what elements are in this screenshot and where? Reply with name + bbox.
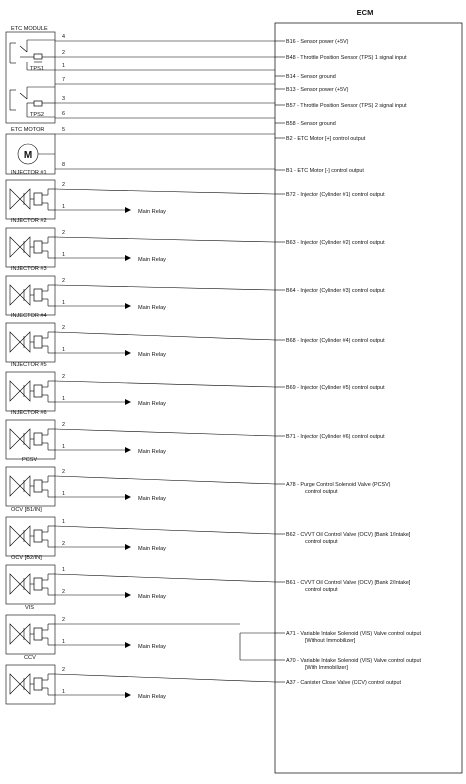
actuator-3 [6,266,275,315]
valve-icon [10,332,20,352]
actuator-pin-top: 2 [62,374,65,380]
actuator-label: INJECTOR #5 [11,362,47,368]
arrow-icon [125,303,131,309]
ecm-pin-label: B13 - Sensor power (+5V) [286,87,349,93]
ecm-pin-label: B64 - Injector (Cylinder #3) control output [286,288,385,294]
ecm-pin-label: B14 - Sensor ground [286,74,336,80]
etc-module-box [6,32,55,123]
actuator-label: PCSV [22,457,38,463]
coil-icon [34,289,42,301]
etc-module-group [6,26,55,174]
actuator-label: INJECTOR #4 [11,313,47,319]
arrow-icon [125,447,131,453]
ecm-pin-label-line2: control output [305,587,338,593]
valve-icon [10,381,20,401]
valve-icon-right [20,381,30,401]
actuator-list [6,170,275,704]
arrow-icon [125,399,131,405]
actuator-pin-top: 2 [62,667,65,673]
actuator-box [6,372,55,411]
valve-icon [10,189,20,209]
ecm-pin-label-line2: [With Immobilizer] [305,665,348,671]
coil-icon [34,241,42,253]
ecm-pin-label: A37 - Canister Close Valve (CCV) control output [286,680,401,686]
actuator-11 [6,655,275,704]
ecm-pin-label: B72 - Injector (Cylinder #1) control output [286,192,385,198]
ecm-pin-label: A70 - Variable Intake Solenoid (VIS) Valve control output [286,658,421,664]
actuator-label: INJECTOR #3 [11,266,47,272]
ecm-pin-label: B1 - ETC Motor [-] control output [286,168,364,174]
actuator-pin-top: 1 [62,519,65,525]
actuator-10 [6,605,275,660]
tps2-sensor [10,87,55,118]
coil-icon [34,678,42,690]
coil-icon [34,578,42,590]
actuator-wire [55,237,275,242]
actuator-pin-top: 2 [62,325,65,331]
actuator-box [6,420,55,459]
coil-icon [34,336,42,348]
coil-icon [34,385,42,397]
valve-icon [10,574,20,594]
valve-icon-right [20,624,30,644]
ecm-title: ECM [356,8,374,17]
relay-label: Main Relay [138,352,166,358]
actuator-pin-bottom: 2 [62,589,65,595]
ecm-pin-label: A78 - Purge Control Solenoid Valve (PCSV) [286,482,391,488]
ecm-pin-label: B62 - CVVT Oil Control Valve (OCV) [Bank 1/Intake] [286,532,411,538]
actuator-pin-bottom: 1 [62,252,65,258]
ecm-pin-label: B57 - Throttle Position Sensor (TPS) 2 signal input [286,103,407,109]
ecm-pin-label: B61 - CVVT Oil Control Valve (OCV) [Bank 2/Intake] [286,580,411,586]
arrow-icon [125,207,131,213]
actuator-pin-bottom: 2 [62,541,65,547]
relay-label: Main Relay [138,546,166,552]
actuator-wire [55,476,275,484]
actuator-box [6,665,55,704]
coil-icon [34,480,42,492]
actuator-2 [6,218,275,267]
valve-icon [10,526,20,546]
sensor-pin-number: 2 [62,50,65,56]
actuator-pin-top: 1 [62,567,65,573]
valve-icon-right [20,429,30,449]
ecm-pin-label: B16 - Sensor power (+5V) [286,39,349,45]
coil-icon [34,433,42,445]
relay-label: Main Relay [138,401,166,407]
arrow-icon [125,255,131,261]
valve-icon [10,429,20,449]
actuator-wire [55,526,275,534]
relay-label: Main Relay [138,257,166,263]
sensor-wires [55,34,275,169]
actuator-pin-top: 2 [62,617,65,623]
relay-label: Main Relay [138,496,166,502]
actuator-wire [55,674,275,682]
ecm-pin-label: B71 - Injector (Cylinder #6) control output [286,434,385,440]
actuator-box [6,467,55,506]
arrow-icon [125,350,131,356]
valve-icon-right [20,574,30,594]
actuator-pin-bottom: 1 [62,300,65,306]
ecm-pin-label: B2 - ETC Motor [+] control output [286,136,366,142]
actuator-box [6,565,55,604]
actuator-wire [55,429,275,436]
valve-icon-right [20,285,30,305]
relay-label: Main Relay [138,694,166,700]
actuator-pin-bottom: 1 [62,347,65,353]
arrow-icon [125,544,131,550]
actuator-wire [55,332,275,340]
arrow-icon [125,592,131,598]
actuator-wire [55,574,275,582]
sensor-pin-number: 3 [62,96,65,102]
actuator-box [6,276,55,315]
actuator-pin-bottom: 1 [62,491,65,497]
actuator-wire [55,285,275,290]
actuator-5 [6,362,275,411]
actuator-label: CCV [24,655,36,661]
ecm-pin-label: B63 - Injector (Cylinder #2) control output [286,240,385,246]
actuator-label: INJECTOR #1 [11,170,47,176]
ecm-pin-label: B58 - Sensor ground [286,121,336,127]
actuator-4 [6,313,275,362]
actuator-label: OCV [B1/IN] [11,507,42,513]
actuator-label: INJECTOR #2 [11,218,47,224]
relay-label: Main Relay [138,449,166,455]
actuator-label: VIS [25,605,35,611]
arrow-icon [125,692,131,698]
actuator-pin-bottom: 1 [62,396,65,402]
ecm-pin-label: B68 - Injector (Cylinder #4) control output [286,338,385,344]
arrow-icon [125,494,131,500]
relay-label: Main Relay [138,594,166,600]
actuator-pin-top: 2 [62,278,65,284]
sensor-pin-number: 4 [62,34,65,40]
actuator-box [6,517,55,556]
actuator-pin-bottom: 1 [62,639,65,645]
actuator-wire [55,189,275,194]
valve-icon-right [20,332,30,352]
sensor-pin-number: 8 [62,162,65,168]
actuator-7 [6,457,275,506]
sensor-pin-number: 1 [62,63,65,69]
valve-icon [10,237,20,257]
etc-motor-label: ETC MOTOR [11,127,45,133]
tps2-label: TPS2 [30,112,44,118]
actuator-pin-bottom: 1 [62,689,65,695]
valve-icon [10,285,20,305]
valve-icon-right [20,674,30,694]
actuator-box [6,323,55,362]
valve-icon-right [20,476,30,496]
ecm-pin-label: B69 - Injector (Cylinder #5) control output [286,385,385,391]
actuator-box [6,615,55,654]
actuator-1 [6,170,275,219]
tps1-label: TPS1 [30,66,44,72]
sensor-pin-number: 6 [62,111,65,117]
valve-icon-right [20,189,30,209]
actuator-wire [55,381,275,387]
actuator-pin-bottom: 1 [62,444,65,450]
coil-icon [34,628,42,640]
actuator-pin-top: 2 [62,182,65,188]
valve-icon-right [20,526,30,546]
valve-icon [10,624,20,644]
actuator-pin-bottom: 1 [62,204,65,210]
ecm-pin-label-line2: control output [305,539,338,545]
valve-icon [10,674,20,694]
sensor-pin-number: 5 [62,127,65,133]
relay-label: Main Relay [138,305,166,311]
actuator-9 [6,555,275,604]
actuator-pin-top: 2 [62,469,65,475]
actuator-box [6,228,55,267]
ecm-pin-label: B48 - Throttle Position Sensor (TPS) 1 signal input [286,55,407,61]
etc-module-label: ETC MODULE [11,26,48,32]
actuator-label: INJECTOR #6 [11,410,47,416]
sensor-pin-number: 7 [62,77,65,83]
actuator-pin-top: 2 [62,230,65,236]
actuator-label: OCV [B2/IN] [11,555,42,561]
relay-label: Main Relay [138,644,166,650]
actuator-8 [6,507,275,556]
relay-label: Main Relay [138,209,166,215]
valve-icon [10,476,20,496]
actuator-6 [6,410,275,459]
ecm-pin-label: A71 - Variable Intake Solenoid (VIS) Valve control output [286,631,421,637]
arrow-icon [125,642,131,648]
valve-icon-right [20,237,30,257]
actuator-box [6,180,55,219]
ecm-pin-label-line2: control output [305,489,338,495]
coil-icon [34,530,42,542]
coil-icon [34,193,42,205]
motor-symbol: M [23,150,33,161]
tps1-sensor [10,40,55,72]
actuator-pin-top: 2 [62,422,65,428]
ecm-pin-label-line2: [Without Immobilizer] [305,638,356,644]
